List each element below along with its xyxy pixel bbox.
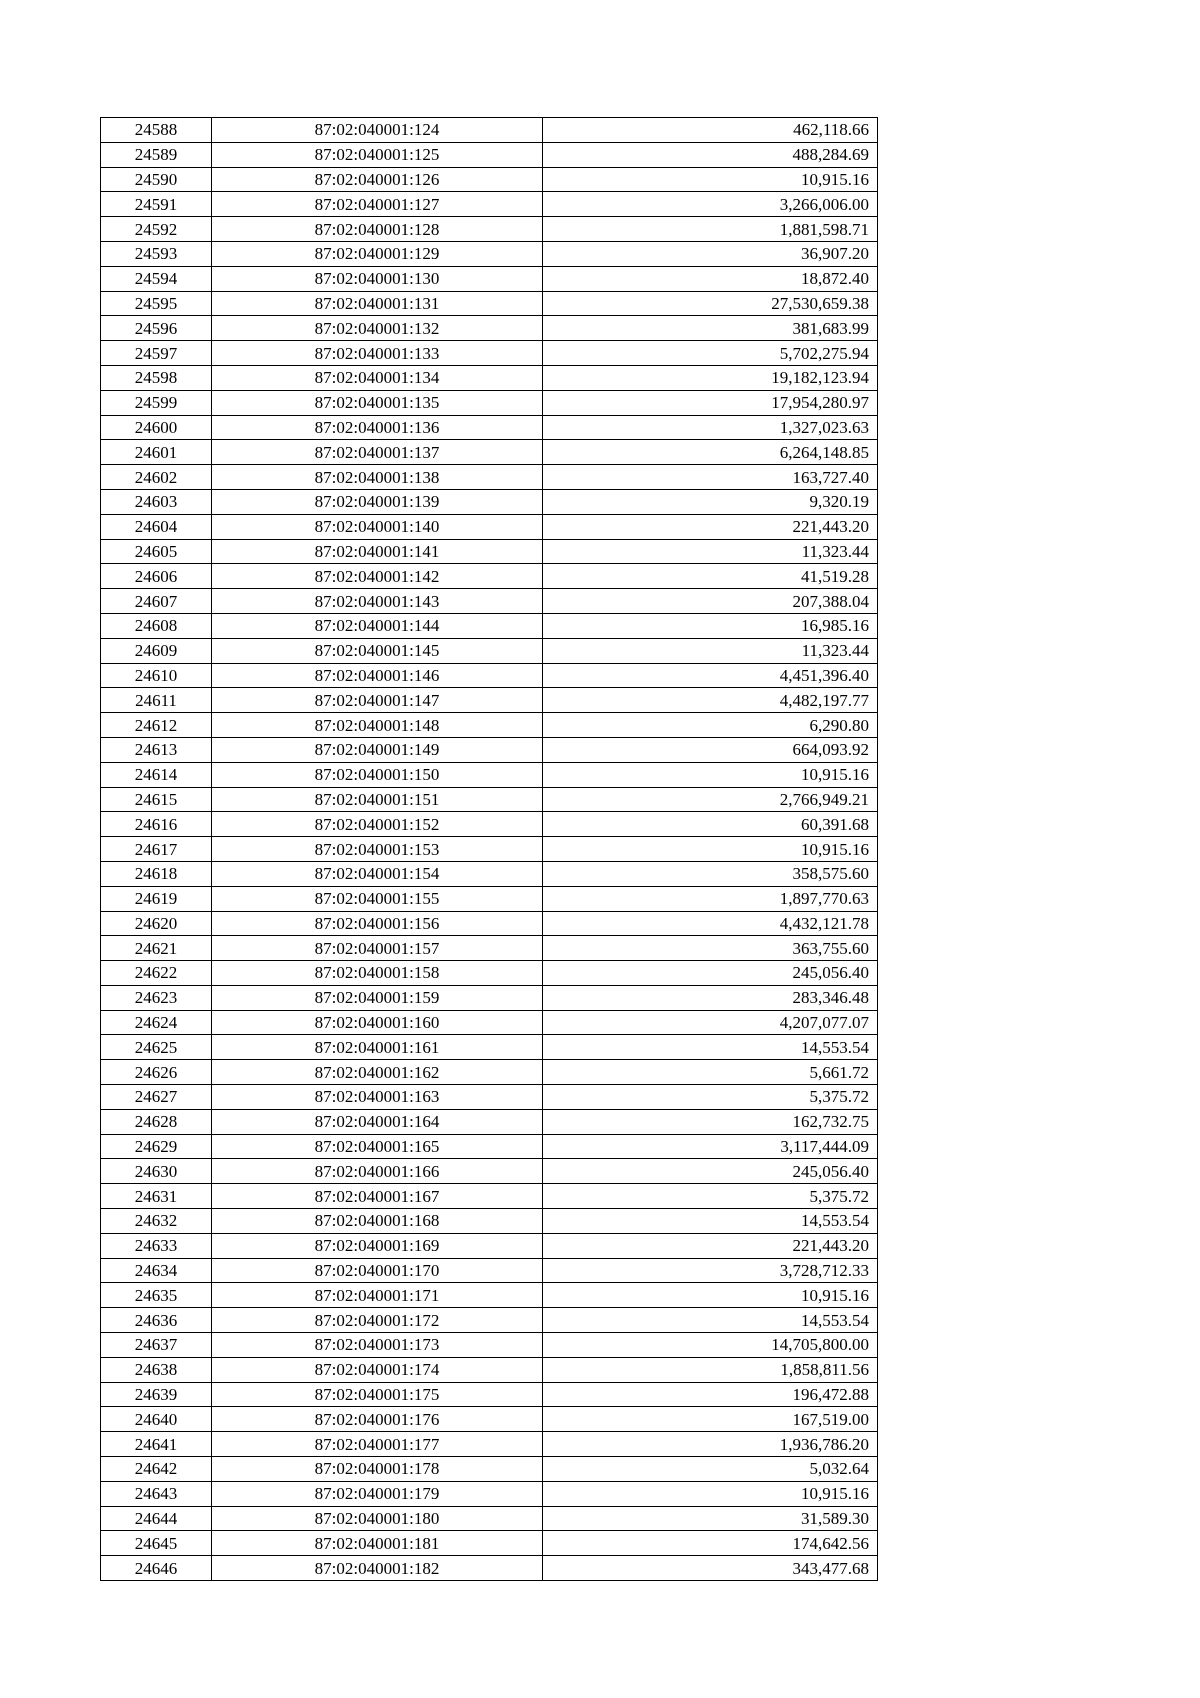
cadastral-number-cell: 87:02:040001:136 xyxy=(212,415,543,440)
cadastral-number-cell: 87:02:040001:178 xyxy=(212,1457,543,1482)
value-cell: 3,266,006.00 xyxy=(543,192,878,217)
table-row xyxy=(101,1457,878,1482)
value-cell: 1,881,598.71 xyxy=(543,217,878,242)
table-row xyxy=(101,316,878,341)
cadastral-number-cell: 87:02:040001:152 xyxy=(212,812,543,837)
value-cell: 18,872.40 xyxy=(543,266,878,291)
cadastral-number-cell: 87:02:040001:164 xyxy=(212,1109,543,1134)
table-row xyxy=(101,1308,878,1333)
table-row xyxy=(101,241,878,266)
value-cell: 9,320.19 xyxy=(543,489,878,514)
value-cell: 14,553.54 xyxy=(543,1035,878,1060)
value-cell: 10,915.16 xyxy=(543,1283,878,1308)
table-row xyxy=(101,1134,878,1159)
value-cell: 4,482,197.77 xyxy=(543,688,878,713)
value-cell: 245,056.40 xyxy=(543,961,878,986)
row-number-cell: 24629 xyxy=(101,1134,212,1159)
table-row xyxy=(101,1010,878,1035)
row-number-cell: 24603 xyxy=(101,489,212,514)
table-row xyxy=(101,1283,878,1308)
table-row xyxy=(101,1109,878,1134)
cadastral-number-cell: 87:02:040001:156 xyxy=(212,911,543,936)
row-number-cell: 24632 xyxy=(101,1209,212,1234)
table-row xyxy=(101,514,878,539)
value-cell: 17,954,280.97 xyxy=(543,390,878,415)
row-number-cell: 24618 xyxy=(101,861,212,886)
cadastral-number-cell: 87:02:040001:126 xyxy=(212,167,543,192)
table-row xyxy=(101,118,878,143)
value-cell: 5,661.72 xyxy=(543,1060,878,1085)
cadastral-number-cell: 87:02:040001:137 xyxy=(212,440,543,465)
cadastral-number-cell: 87:02:040001:143 xyxy=(212,589,543,614)
value-cell: 27,530,659.38 xyxy=(543,291,878,316)
cadastral-number-cell: 87:02:040001:141 xyxy=(212,539,543,564)
table-row xyxy=(101,415,878,440)
row-number-cell: 24613 xyxy=(101,737,212,762)
table-row xyxy=(101,266,878,291)
row-number-cell: 24594 xyxy=(101,266,212,291)
table-row xyxy=(101,341,878,366)
row-number-cell: 24591 xyxy=(101,192,212,217)
row-number-cell: 24641 xyxy=(101,1432,212,1457)
cadastral-number-cell: 87:02:040001:167 xyxy=(212,1184,543,1209)
table-row xyxy=(101,1085,878,1110)
row-number-cell: 24609 xyxy=(101,638,212,663)
table-row xyxy=(101,812,878,837)
row-number-cell: 24625 xyxy=(101,1035,212,1060)
cadastral-number-cell: 87:02:040001:146 xyxy=(212,663,543,688)
cadastral-number-cell: 87:02:040001:132 xyxy=(212,316,543,341)
row-number-cell: 24592 xyxy=(101,217,212,242)
value-cell: 488,284.69 xyxy=(543,142,878,167)
row-number-cell: 24633 xyxy=(101,1233,212,1258)
value-cell: 162,732.75 xyxy=(543,1109,878,1134)
row-number-cell: 24601 xyxy=(101,440,212,465)
table-row xyxy=(101,1333,878,1358)
cadastral-number-cell: 87:02:040001:169 xyxy=(212,1233,543,1258)
table-row xyxy=(101,465,878,490)
cadastral-number-cell: 87:02:040001:150 xyxy=(212,762,543,787)
value-cell: 5,702,275.94 xyxy=(543,341,878,366)
value-cell: 196,472.88 xyxy=(543,1382,878,1407)
cadastral-number-cell: 87:02:040001:135 xyxy=(212,390,543,415)
value-cell: 221,443.20 xyxy=(543,1233,878,1258)
cadastral-number-cell: 87:02:040001:127 xyxy=(212,192,543,217)
table-row xyxy=(101,291,878,316)
value-cell: 14,553.54 xyxy=(543,1308,878,1333)
table-row xyxy=(101,713,878,738)
value-cell: 10,915.16 xyxy=(543,1481,878,1506)
cadastral-number-cell: 87:02:040001:151 xyxy=(212,787,543,812)
value-cell: 358,575.60 xyxy=(543,861,878,886)
value-cell: 11,323.44 xyxy=(543,539,878,564)
cadastral-number-cell: 87:02:040001:144 xyxy=(212,613,543,638)
table-row xyxy=(101,911,878,936)
table-row xyxy=(101,1506,878,1531)
cadastral-number-cell: 87:02:040001:163 xyxy=(212,1085,543,1110)
value-cell: 5,375.72 xyxy=(543,1085,878,1110)
row-number-cell: 24620 xyxy=(101,911,212,936)
row-number-cell: 24617 xyxy=(101,837,212,862)
table-row xyxy=(101,1432,878,1457)
cadastral-number-cell: 87:02:040001:134 xyxy=(212,365,543,390)
value-cell: 3,117,444.09 xyxy=(543,1134,878,1159)
row-number-cell: 24604 xyxy=(101,514,212,539)
table-row xyxy=(101,961,878,986)
table-row xyxy=(101,440,878,465)
cadastral-number-cell: 87:02:040001:181 xyxy=(212,1531,543,1556)
value-cell: 163,727.40 xyxy=(543,465,878,490)
row-number-cell: 24634 xyxy=(101,1258,212,1283)
row-number-cell: 24593 xyxy=(101,241,212,266)
cadastral-number-cell: 87:02:040001:165 xyxy=(212,1134,543,1159)
table-row xyxy=(101,1035,878,1060)
cadastral-number-cell: 87:02:040001:147 xyxy=(212,688,543,713)
cadastral-number-cell: 87:02:040001:148 xyxy=(212,713,543,738)
row-number-cell: 24643 xyxy=(101,1481,212,1506)
cadastral-value-table xyxy=(100,117,878,1581)
row-number-cell: 24599 xyxy=(101,390,212,415)
table-row xyxy=(101,688,878,713)
value-cell: 14,705,800.00 xyxy=(543,1333,878,1358)
value-cell: 19,182,123.94 xyxy=(543,365,878,390)
value-cell: 664,093.92 xyxy=(543,737,878,762)
table-row xyxy=(101,886,878,911)
cadastral-number-cell: 87:02:040001:175 xyxy=(212,1382,543,1407)
value-cell: 174,642.56 xyxy=(543,1531,878,1556)
row-number-cell: 24616 xyxy=(101,812,212,837)
row-number-cell: 24608 xyxy=(101,613,212,638)
row-number-cell: 24590 xyxy=(101,167,212,192)
table-row xyxy=(101,1258,878,1283)
cadastral-number-cell: 87:02:040001:139 xyxy=(212,489,543,514)
table-row xyxy=(101,167,878,192)
value-cell: 10,915.16 xyxy=(543,167,878,192)
row-number-cell: 24637 xyxy=(101,1333,212,1358)
cadastral-number-cell: 87:02:040001:177 xyxy=(212,1432,543,1457)
value-cell: 462,118.66 xyxy=(543,118,878,143)
row-number-cell: 24588 xyxy=(101,118,212,143)
row-number-cell: 24646 xyxy=(101,1556,212,1581)
value-cell: 381,683.99 xyxy=(543,316,878,341)
value-cell: 245,056.40 xyxy=(543,1159,878,1184)
table-row xyxy=(101,1382,878,1407)
value-cell: 36,907.20 xyxy=(543,241,878,266)
value-cell: 363,755.60 xyxy=(543,936,878,961)
value-cell: 31,589.30 xyxy=(543,1506,878,1531)
value-cell: 283,346.48 xyxy=(543,985,878,1010)
value-cell: 3,728,712.33 xyxy=(543,1258,878,1283)
value-cell: 6,290.80 xyxy=(543,713,878,738)
cadastral-number-cell: 87:02:040001:176 xyxy=(212,1407,543,1432)
cadastral-number-cell: 87:02:040001:125 xyxy=(212,142,543,167)
table-row xyxy=(101,1481,878,1506)
row-number-cell: 24622 xyxy=(101,961,212,986)
row-number-cell: 24612 xyxy=(101,713,212,738)
row-number-cell: 24624 xyxy=(101,1010,212,1035)
cadastral-number-cell: 87:02:040001:155 xyxy=(212,886,543,911)
row-number-cell: 24598 xyxy=(101,365,212,390)
table-row xyxy=(101,217,878,242)
cadastral-number-cell: 87:02:040001:131 xyxy=(212,291,543,316)
cadastral-number-cell: 87:02:040001:180 xyxy=(212,1506,543,1531)
table-row xyxy=(101,1159,878,1184)
cadastral-number-cell: 87:02:040001:154 xyxy=(212,861,543,886)
table-row xyxy=(101,489,878,514)
table-row xyxy=(101,1531,878,1556)
table-row xyxy=(101,539,878,564)
table-row xyxy=(101,613,878,638)
table-row xyxy=(101,564,878,589)
cadastral-number-cell: 87:02:040001:124 xyxy=(212,118,543,143)
row-number-cell: 24626 xyxy=(101,1060,212,1085)
row-number-cell: 24597 xyxy=(101,341,212,366)
row-number-cell: 24642 xyxy=(101,1457,212,1482)
row-number-cell: 24602 xyxy=(101,465,212,490)
value-cell: 2,766,949.21 xyxy=(543,787,878,812)
cadastral-number-cell: 87:02:040001:162 xyxy=(212,1060,543,1085)
cadastral-number-cell: 87:02:040001:129 xyxy=(212,241,543,266)
row-number-cell: 24596 xyxy=(101,316,212,341)
cadastral-number-cell: 87:02:040001:159 xyxy=(212,985,543,1010)
row-number-cell: 24639 xyxy=(101,1382,212,1407)
cadastral-number-cell: 87:02:040001:157 xyxy=(212,936,543,961)
value-cell: 5,032.64 xyxy=(543,1457,878,1482)
value-cell: 343,477.68 xyxy=(543,1556,878,1581)
row-number-cell: 24615 xyxy=(101,787,212,812)
cadastral-number-cell: 87:02:040001:160 xyxy=(212,1010,543,1035)
row-number-cell: 24636 xyxy=(101,1308,212,1333)
value-cell: 6,264,148.85 xyxy=(543,440,878,465)
row-number-cell: 24635 xyxy=(101,1283,212,1308)
row-number-cell: 24645 xyxy=(101,1531,212,1556)
value-cell: 207,388.04 xyxy=(543,589,878,614)
row-number-cell: 24611 xyxy=(101,688,212,713)
row-number-cell: 24623 xyxy=(101,985,212,1010)
value-cell: 10,915.16 xyxy=(543,762,878,787)
value-cell: 16,985.16 xyxy=(543,613,878,638)
table-row xyxy=(101,638,878,663)
table-row xyxy=(101,861,878,886)
row-number-cell: 24631 xyxy=(101,1184,212,1209)
cadastral-number-cell: 87:02:040001:128 xyxy=(212,217,543,242)
cadastral-number-cell: 87:02:040001:138 xyxy=(212,465,543,490)
value-cell: 4,432,121.78 xyxy=(543,911,878,936)
cadastral-number-cell: 87:02:040001:142 xyxy=(212,564,543,589)
table-row xyxy=(101,142,878,167)
value-cell: 221,443.20 xyxy=(543,514,878,539)
table-row xyxy=(101,1233,878,1258)
value-cell: 60,391.68 xyxy=(543,812,878,837)
row-number-cell: 24610 xyxy=(101,663,212,688)
table-row xyxy=(101,365,878,390)
table-row xyxy=(101,390,878,415)
row-number-cell: 24630 xyxy=(101,1159,212,1184)
cadastral-number-cell: 87:02:040001:170 xyxy=(212,1258,543,1283)
cadastral-number-cell: 87:02:040001:172 xyxy=(212,1308,543,1333)
cadastral-number-cell: 87:02:040001:140 xyxy=(212,514,543,539)
row-number-cell: 24589 xyxy=(101,142,212,167)
value-cell: 1,897,770.63 xyxy=(543,886,878,911)
row-number-cell: 24627 xyxy=(101,1085,212,1110)
cadastral-number-cell: 87:02:040001:179 xyxy=(212,1481,543,1506)
row-number-cell: 24638 xyxy=(101,1357,212,1382)
value-cell: 4,451,396.40 xyxy=(543,663,878,688)
table-row xyxy=(101,1060,878,1085)
table-row xyxy=(101,936,878,961)
cadastral-number-cell: 87:02:040001:174 xyxy=(212,1357,543,1382)
table-row xyxy=(101,985,878,1010)
table-row xyxy=(101,663,878,688)
value-cell: 1,858,811.56 xyxy=(543,1357,878,1382)
row-number-cell: 24605 xyxy=(101,539,212,564)
cadastral-number-cell: 87:02:040001:158 xyxy=(212,961,543,986)
value-cell: 10,915.16 xyxy=(543,837,878,862)
cadastral-number-cell: 87:02:040001:171 xyxy=(212,1283,543,1308)
cadastral-number-cell: 87:02:040001:173 xyxy=(212,1333,543,1358)
cadastral-number-cell: 87:02:040001:145 xyxy=(212,638,543,663)
table-row xyxy=(101,737,878,762)
table-row xyxy=(101,1209,878,1234)
row-number-cell: 24606 xyxy=(101,564,212,589)
row-number-cell: 24644 xyxy=(101,1506,212,1531)
row-number-cell: 24628 xyxy=(101,1109,212,1134)
row-number-cell: 24595 xyxy=(101,291,212,316)
value-cell: 1,936,786.20 xyxy=(543,1432,878,1457)
row-number-cell: 24614 xyxy=(101,762,212,787)
table-row xyxy=(101,787,878,812)
row-number-cell: 24600 xyxy=(101,415,212,440)
value-cell: 1,327,023.63 xyxy=(543,415,878,440)
table-row xyxy=(101,1407,878,1432)
table-row xyxy=(101,837,878,862)
table-row xyxy=(101,762,878,787)
row-number-cell: 24619 xyxy=(101,886,212,911)
table-row xyxy=(101,1556,878,1581)
cadastral-number-cell: 87:02:040001:153 xyxy=(212,837,543,862)
cadastral-number-cell: 87:02:040001:168 xyxy=(212,1209,543,1234)
row-number-cell: 24607 xyxy=(101,589,212,614)
table-row xyxy=(101,192,878,217)
cadastral-number-cell: 87:02:040001:182 xyxy=(212,1556,543,1581)
table-row xyxy=(101,589,878,614)
row-number-cell: 24640 xyxy=(101,1407,212,1432)
table-body xyxy=(101,118,878,1581)
cadastral-number-cell: 87:02:040001:133 xyxy=(212,341,543,366)
value-cell: 14,553.54 xyxy=(543,1209,878,1234)
cadastral-number-cell: 87:02:040001:166 xyxy=(212,1159,543,1184)
value-cell: 11,323.44 xyxy=(543,638,878,663)
value-cell: 5,375.72 xyxy=(543,1184,878,1209)
value-cell: 41,519.28 xyxy=(543,564,878,589)
cadastral-number-cell: 87:02:040001:161 xyxy=(212,1035,543,1060)
value-cell: 167,519.00 xyxy=(543,1407,878,1432)
table-row xyxy=(101,1357,878,1382)
value-cell: 4,207,077.07 xyxy=(543,1010,878,1035)
cadastral-number-cell: 87:02:040001:130 xyxy=(212,266,543,291)
row-number-cell: 24621 xyxy=(101,936,212,961)
table-row xyxy=(101,1184,878,1209)
cadastral-number-cell: 87:02:040001:149 xyxy=(212,737,543,762)
